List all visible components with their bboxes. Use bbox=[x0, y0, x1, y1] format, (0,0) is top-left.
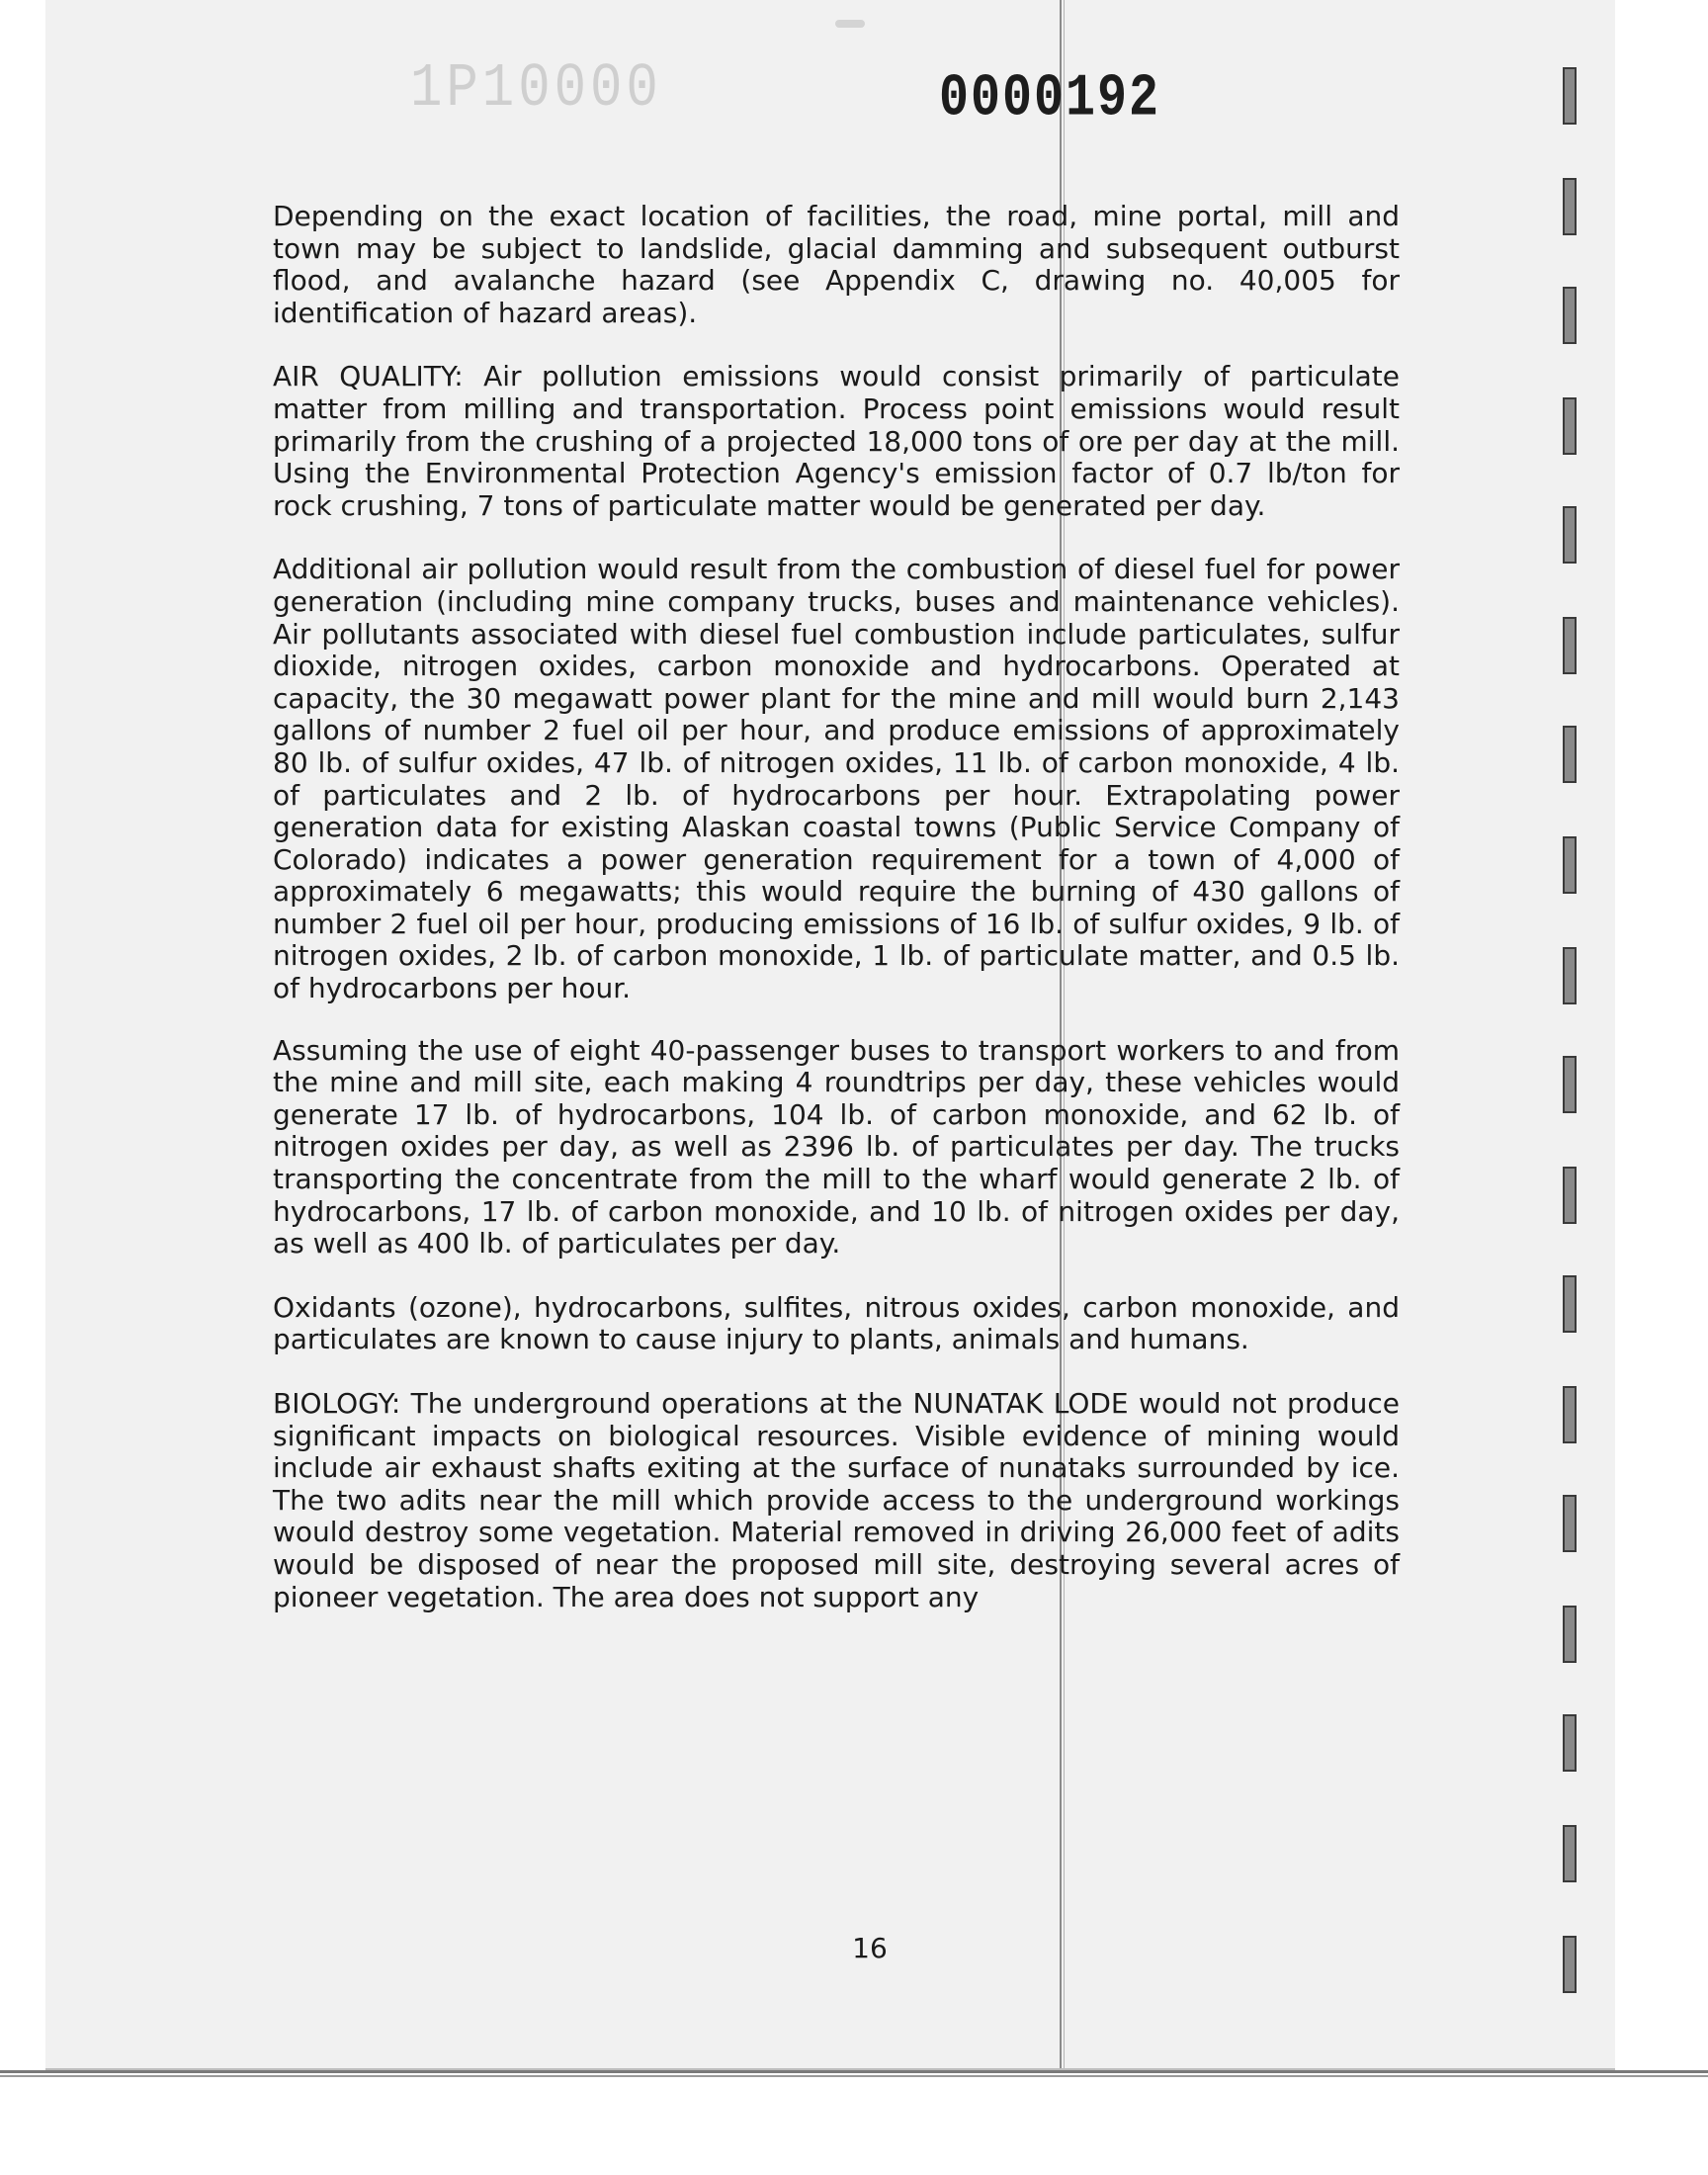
binding-hole-mark bbox=[1563, 726, 1577, 783]
scan-smudge bbox=[835, 20, 865, 28]
paragraph-vehicle-emissions: Assuming the use of eight 40-passenger buses to transport workers to and from the mine and mill site, each making 4 roundtrips per day, these vehicles would generate 17 lb. of hydrocarbons, 104 lb. of carbon monoxide, and 62 lb. of nitrogen oxides per day, as well as 2396 lb. of particulates per day. The trucks transporting the concentrate from the mill to the wharf would generate 2 lb. of hydrocarbons, 17 lb. of carbon monoxide, and 10 lb. of nitrogen oxides per day, as well as 400 lb. of particulates per day. bbox=[273, 1033, 1400, 1261]
bates-stamp-number: 0000192 bbox=[939, 65, 1161, 133]
binding-hole-mark bbox=[1563, 67, 1577, 125]
binding-hole-mark bbox=[1563, 1167, 1577, 1224]
binding-hole-mark bbox=[1563, 1056, 1577, 1113]
paragraph-air-quality: AIR QUALITY: Air pollution emissions would consist primarily of particulate matter from milling and transportation. Process point emissions would result primarily from the crushing of a projected 18,000 tons of ore per day at the mill. Using the Environmental Protection Agency's emission factor of 0.7 lb/ton for rock crushing, 7 tons of particulate matter would be generated per day. bbox=[273, 360, 1400, 522]
binding-hole-mark bbox=[1563, 287, 1577, 344]
binding-hole-mark bbox=[1563, 1386, 1577, 1443]
binding-hole-mark bbox=[1563, 1495, 1577, 1552]
page-number: 16 bbox=[852, 1932, 888, 1964]
binding-hole-mark bbox=[1563, 397, 1577, 455]
paragraph-hazards: Depending on the exact location of facilities, the road, mine portal, mill and town may be subject to landslide, glacial damming and subsequent outburst flood, and avalanche hazard (see Appendix C, drawing no. 40,005 for identification of hazard areas). bbox=[273, 200, 1400, 329]
binding-hole-mark bbox=[1563, 1606, 1577, 1663]
page-edge-line bbox=[0, 2070, 1708, 2073]
binding-hole-mark bbox=[1563, 1714, 1577, 1772]
paragraph-diesel-emissions: Additional air pollution would result from the combustion of diesel fuel for power generation (including mine company trucks, buses and maintenance vehicles). Air pollutants associated with diesel fuel combustion include particulates, sulfur dioxide, nitrogen oxides, carbon monoxide and hydrocarbons. Operated at capacity, the 30 megawatt power plant for the mine and mill would burn 2,143 gallons of number 2 fuel oil per hour, and produce emissions of approximately 80 lb. of sulfur oxides, 47 lb. of nitrogen oxides, 11 lb. of carbon monoxide, 4 lb. of particulates and 2 lb. of hydrocarbons per hour. Extrapolating power generation data for existing Alaskan coastal towns (Public Service Company of Colorado) indicates a power generation requirement for a town of 4,000 of approximately 6 megawatts; this would require the burning of 430 gallons of number 2 fuel oil per hour, producing emissions of 16 lb. of sulfur oxides, 9 lb. of nitrogen oxides, 2 lb. of carbon monoxide, 1 lb. of particulate matter, and 0.5 lb. of hydrocarbons per hour. bbox=[273, 553, 1400, 1005]
binding-hole-mark bbox=[1563, 1936, 1577, 1993]
binding-hole-mark bbox=[1563, 1275, 1577, 1333]
binding-hole-mark bbox=[1563, 506, 1577, 564]
page-edge-line-secondary bbox=[0, 2075, 1708, 2077]
binding-hole-mark bbox=[1563, 836, 1577, 894]
binding-hole-mark bbox=[1563, 1825, 1577, 1882]
paragraph-biology: BIOLOGY: The underground operations at the NUNATAK LODE would not produce significant impacts on biological resources. Visible evidence of mining would include air exhaust shafts exiting at the surface of nunataks surrounded by ice. The two adits near the mill which provide access to the underground workings would destroy some vegetation. Material removed in driving 26,000 feet of adits would be disposed of near the proposed mill site, destroying several acres of pioneer vegetation. The area does not support any bbox=[273, 1387, 1400, 1613]
binding-hole-mark bbox=[1563, 947, 1577, 1004]
paragraph-pollutant-effects: Oxidants (ozone), hydrocarbons, sulfites, nitrous oxides, carbon monoxide, and particulates are known to cause injury to plants, animals and humans. bbox=[273, 1290, 1400, 1356]
binding-hole-mark bbox=[1563, 617, 1577, 674]
faint-bleed-through-stamp: 1P10000 bbox=[410, 54, 662, 125]
binding-hole-mark bbox=[1563, 178, 1577, 235]
document-body bbox=[273, 201, 1400, 1645]
